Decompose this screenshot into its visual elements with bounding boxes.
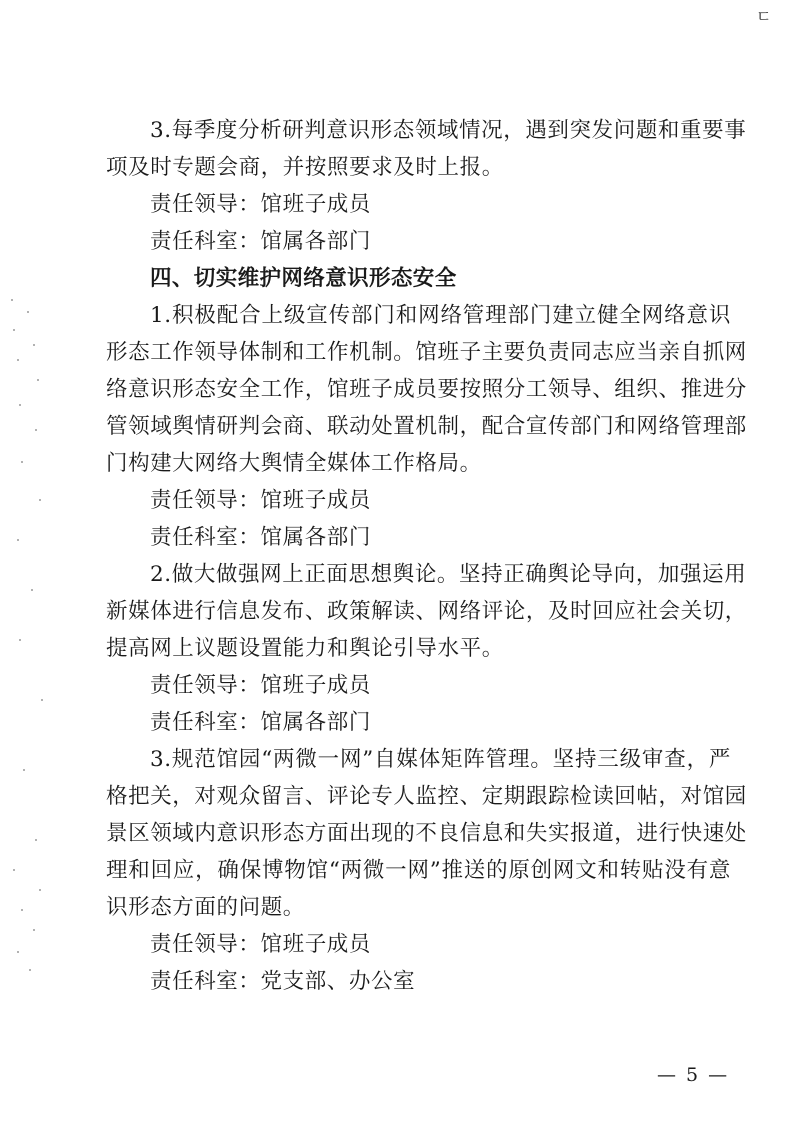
paragraph bbox=[106, 112, 747, 186]
responsible-department: 责任科室：馆属各部门 bbox=[150, 710, 372, 735]
text-line: 提高网上议题设置能力和舆论引导水平。 bbox=[106, 636, 504, 661]
text-line: 1.积极配合上级宣传部门和网络管理部门建立健全网络意识 bbox=[150, 303, 731, 328]
text-line: 项及时专题会商，并按照要求及时上报。 bbox=[106, 155, 504, 180]
responsible-leader: 责任领导：馆班子成员 bbox=[150, 488, 372, 513]
paragraph bbox=[106, 741, 747, 926]
paragraph bbox=[106, 297, 747, 482]
paragraph bbox=[106, 926, 731, 963]
text-line: 识形态方面的问题。 bbox=[106, 895, 305, 920]
paragraph bbox=[106, 482, 731, 519]
responsible-leader: 责任领导：馆班子成员 bbox=[150, 932, 372, 957]
paragraph bbox=[106, 704, 731, 741]
paragraph bbox=[106, 186, 731, 223]
text-line: 3.每季度分析研判意识形态领域情况，遇到突发问题和重要事 bbox=[150, 118, 747, 143]
paragraph bbox=[106, 963, 731, 1000]
text-line: 理和回应，确保博物馆“两微一网”推送的原创网文和转贴没有意 bbox=[106, 858, 731, 883]
paragraph bbox=[106, 519, 731, 556]
text-line: 景区领域内意识形态方面出现的不良信息和失实报道，进行快速处 bbox=[106, 821, 747, 846]
text-line: 络意识形态安全工作，馆班子成员要按照分工领导、组织、推进分 bbox=[106, 377, 747, 402]
paragraph bbox=[106, 667, 731, 704]
text-line: 形态工作领导体制和工作机制。馆班子主要负责同志应当亲自抓网 bbox=[106, 340, 747, 365]
section-heading-text: 四、切实维护网络意识形态安全 bbox=[150, 266, 457, 291]
paragraph bbox=[106, 556, 747, 667]
body-text bbox=[106, 112, 747, 1000]
text-line: 管领域舆情研判会商、联动处置机制，配合宣传部门和网络管理部 bbox=[106, 414, 747, 439]
responsible-department: 责任科室：党支部、办公室 bbox=[150, 969, 416, 994]
responsible-leader: 责任领导：馆班子成员 bbox=[150, 192, 372, 217]
corner-mark: ㄷ bbox=[756, 7, 772, 26]
text-line: 新媒体进行信息发布、政策解读、网络评论，及时回应社会关切， bbox=[106, 599, 747, 624]
paragraph bbox=[106, 223, 731, 260]
text-line: 门构建大网络大舆情全媒体工作格局。 bbox=[106, 451, 482, 476]
responsible-department: 责任科室：馆属各部门 bbox=[150, 229, 372, 254]
text-line: 2.做大做强网上正面思想舆论。坚持正确舆论导向，加强运用 bbox=[150, 562, 747, 587]
responsible-department: 责任科室：馆属各部门 bbox=[150, 525, 372, 550]
responsible-leader: 责任领导：馆班子成员 bbox=[150, 673, 372, 698]
text-line: 格把关，对观众留言、评论专人监控、定期跟踪检读回帖，对馆园 bbox=[106, 784, 747, 809]
page-number: — 5 — bbox=[657, 1064, 730, 1086]
text-line: 3.规范馆园“两微一网”自媒体矩阵管理。坚持三级审查，严 bbox=[150, 747, 731, 772]
section-heading bbox=[106, 260, 731, 297]
